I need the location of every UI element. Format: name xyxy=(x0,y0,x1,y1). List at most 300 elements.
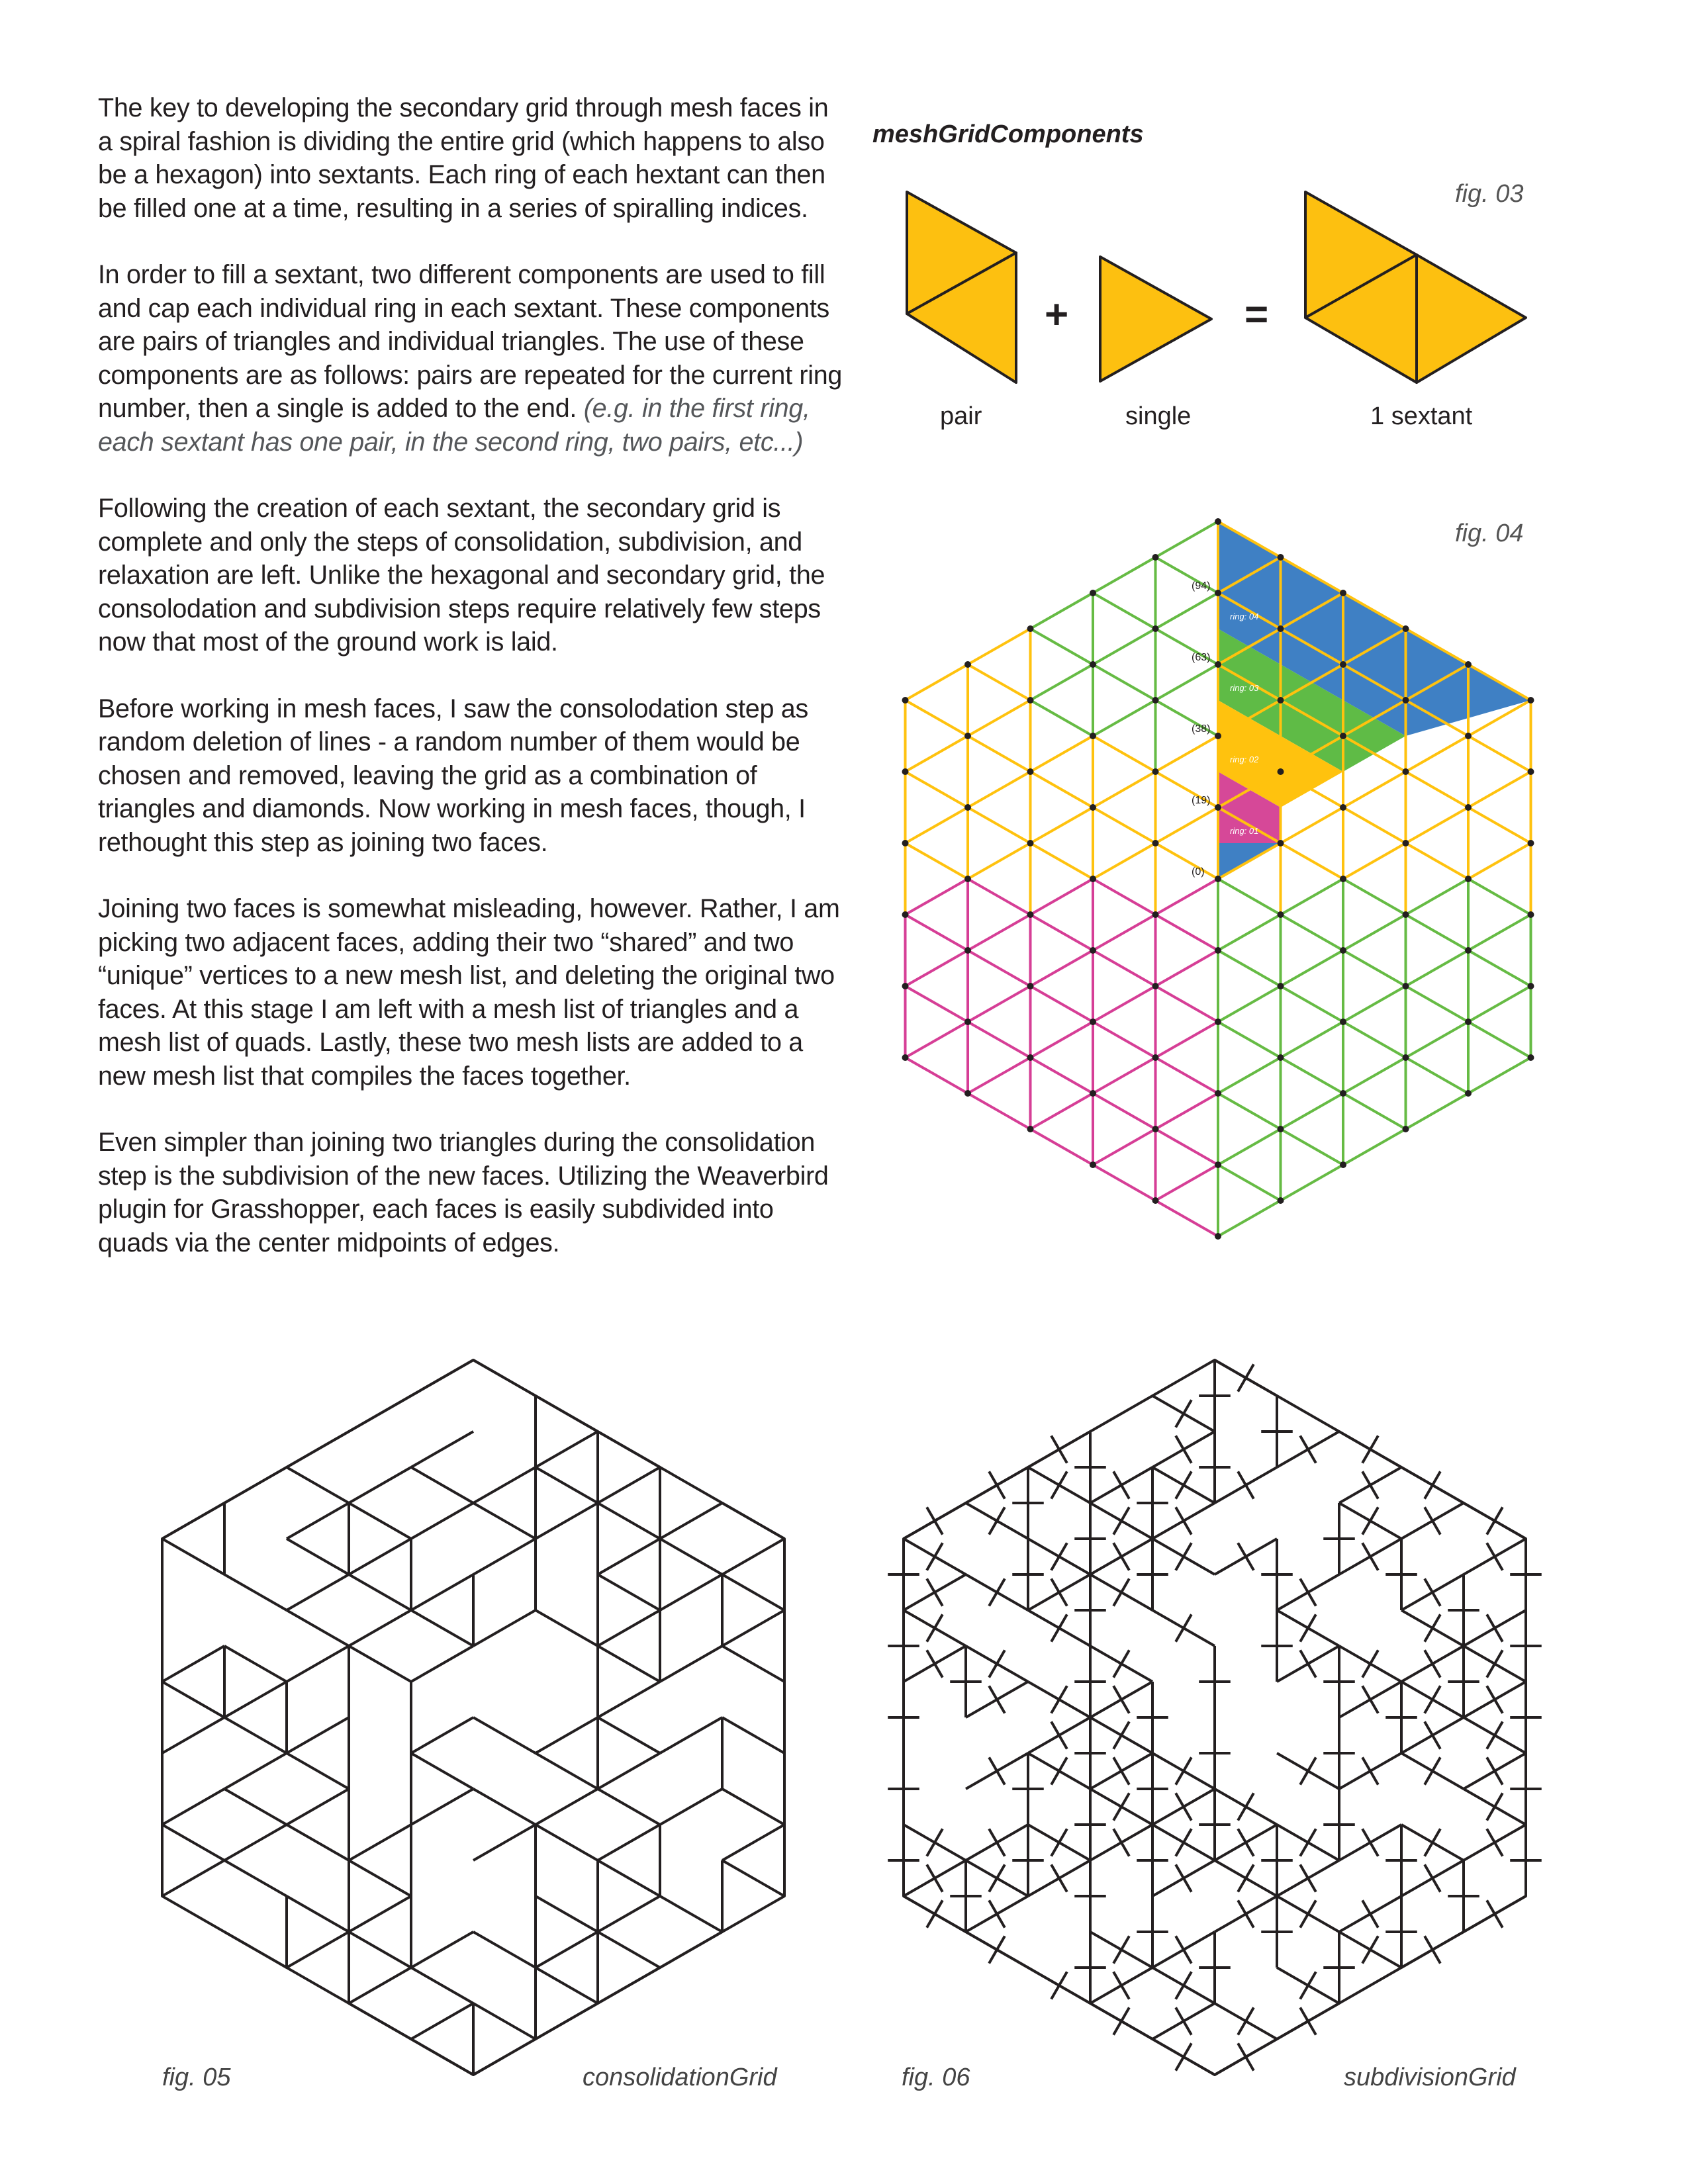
mesh-edge xyxy=(1362,1650,1378,1677)
mesh-edge xyxy=(1308,2003,1339,2021)
mesh-edge xyxy=(1362,1435,1378,1463)
mesh-edge xyxy=(1432,1932,1464,1950)
mesh-edge xyxy=(1487,1543,1503,1570)
mesh-edge xyxy=(1090,2003,1121,2021)
mesh-edge xyxy=(1401,1878,1432,1896)
mesh-edge xyxy=(1432,1860,1464,1878)
mesh-edge xyxy=(966,1700,997,1717)
mesh-edge xyxy=(1495,1521,1526,1539)
mesh-edge xyxy=(1495,1825,1526,1843)
mesh-edge xyxy=(1051,1578,1067,1606)
mesh-edge xyxy=(1184,1485,1215,1503)
mesh-edge xyxy=(1121,1807,1152,1825)
mesh-edge xyxy=(1121,1664,1152,1682)
mesh-edge xyxy=(1339,1557,1370,1574)
mesh-edge xyxy=(1238,1543,1254,1570)
paragraph-6: Even simpler than joining two triangles during the consolidation step is the subdivision of the new faces. Utilizing the Weaverbird plugin for Grasshopper, each faces is easily subdivided into quads via the center midpoints of edges. xyxy=(98,1128,829,1257)
fig03-title: meshGridComponents xyxy=(872,120,1144,148)
plus-sign: + xyxy=(1045,292,1069,338)
mesh-edge xyxy=(1246,2039,1277,2057)
mesh-edge xyxy=(1051,1829,1067,1856)
mesh-edge xyxy=(1090,1646,1121,1664)
mesh-edge xyxy=(1277,1449,1308,1467)
mesh-edge xyxy=(1028,1968,1059,1985)
mesh-edge xyxy=(1277,1878,1308,1896)
mesh-edge xyxy=(989,1686,1005,1713)
mesh-edge xyxy=(997,1592,1028,1610)
mesh-edge xyxy=(1362,1757,1378,1784)
paragraph-2-note: (e.g. in the first ring, each sextant has one pair, in the second ring, two pairs, etc...) xyxy=(98,394,810,457)
mesh-edge xyxy=(997,1664,1028,1682)
mesh-edge xyxy=(1121,1467,1152,1485)
mesh-edge xyxy=(1238,2007,1254,2034)
mesh-edge xyxy=(1487,1793,1503,1820)
mesh-edge xyxy=(904,1896,935,1914)
mesh-edge xyxy=(1370,1896,1401,1914)
mesh-edge xyxy=(1184,1860,1215,1878)
mesh-edge xyxy=(1464,1700,1495,1717)
mesh-edge xyxy=(1487,1507,1503,1534)
mesh-edge xyxy=(1432,1771,1464,1789)
mesh-edge xyxy=(1464,1628,1495,1646)
mesh-edge xyxy=(1238,2043,1254,2070)
mesh-edge xyxy=(1495,1539,1526,1557)
mesh-edge xyxy=(1121,1592,1152,1610)
mesh-edge xyxy=(935,1914,966,1932)
mesh-edge xyxy=(1059,1574,1090,1592)
mesh-edge xyxy=(989,1578,1005,1606)
mesh-edge xyxy=(997,1467,1028,1485)
mesh-edge xyxy=(1300,1614,1316,1641)
mesh-edge xyxy=(1051,1721,1067,1749)
fig03-label: fig. 03 xyxy=(1455,180,1524,208)
mesh-edge xyxy=(1401,1610,1432,1628)
mesh-edge xyxy=(1362,1936,1378,1963)
mesh-edge xyxy=(1277,1592,1308,1610)
mesh-edge xyxy=(1090,1771,1121,1789)
mesh-edge xyxy=(1246,1378,1277,1396)
mesh-edge xyxy=(1308,1646,1339,1664)
ring-label: ring: 03 xyxy=(1230,683,1259,693)
mesh-edge xyxy=(1401,1825,1432,1843)
mesh-edge xyxy=(1051,1972,1067,1999)
mesh-edge xyxy=(1308,1860,1339,1878)
mesh-edge xyxy=(1215,1860,1246,1878)
mesh-edge xyxy=(1176,1936,1192,1963)
mesh-edge xyxy=(1176,1864,1192,1891)
mesh-edge xyxy=(1362,1507,1378,1534)
mesh-edge xyxy=(1152,1610,1184,1628)
mesh-edge xyxy=(1113,2007,1129,2034)
mesh-edge xyxy=(1176,1543,1192,1570)
mesh-edge xyxy=(1176,2043,1192,2070)
mesh-edge xyxy=(1425,1578,1440,1606)
mesh-edge xyxy=(935,1503,966,1521)
mesh-edge xyxy=(1184,1557,1215,1574)
mesh-edge xyxy=(1090,1932,1121,1950)
mesh-edge xyxy=(1425,1650,1440,1677)
mesh-edge xyxy=(1121,1735,1152,1753)
mesh-edge xyxy=(966,1574,997,1592)
mesh-edge xyxy=(1425,1686,1440,1713)
mesh-edge xyxy=(1121,1682,1152,1700)
paren-label: (38) xyxy=(1192,723,1211,735)
mesh-edge xyxy=(1051,1686,1067,1713)
mesh-edge xyxy=(1487,1721,1503,1749)
mesh-edge xyxy=(1184,1432,1215,1449)
mesh-edge xyxy=(1090,1985,1121,2003)
mesh-edge xyxy=(997,1521,1028,1539)
fig04-label: fig. 04 xyxy=(1455,520,1524,547)
mesh-edge xyxy=(997,1896,1028,1914)
mesh-edge xyxy=(1495,1610,1526,1628)
mesh-edge xyxy=(1028,1592,1059,1610)
mesh-edge xyxy=(927,1864,943,1891)
mesh-edge xyxy=(1090,1700,1121,1717)
mesh-edge xyxy=(1362,1900,1378,1927)
mesh-edge xyxy=(1176,1435,1192,1463)
mesh-edge xyxy=(1152,1878,1184,1896)
mesh-edge xyxy=(1184,2057,1215,2075)
mesh-edge xyxy=(1059,1485,1090,1503)
mesh-edge xyxy=(1277,1896,1308,1914)
mesh-edge xyxy=(904,1592,935,1610)
mesh-edge xyxy=(1121,1521,1152,1539)
mesh-edge xyxy=(1425,1507,1440,1534)
mesh-edge xyxy=(1425,1471,1440,1498)
mesh-edge xyxy=(1401,1467,1432,1485)
mesh-edge xyxy=(1401,1682,1432,1700)
mesh-edge xyxy=(1059,1771,1090,1789)
mesh-edge xyxy=(935,1646,966,1664)
mesh-edge xyxy=(1370,1467,1401,1485)
mesh-edge xyxy=(1362,1829,1378,1856)
mesh-edge xyxy=(1370,1950,1401,1968)
fig06-label: fig. 06 xyxy=(902,2064,970,2091)
mesh-edge xyxy=(935,1843,966,1860)
mesh-edge xyxy=(1184,1771,1215,1789)
mesh-edge xyxy=(1362,1543,1378,1570)
mesh-edge xyxy=(1121,1753,1152,1771)
paragraph-5: Joining two faces is somewhat misleading, however. Rather, I am picking two adjacent faces, adding their two “shared” and two “unique” vertices to a new mesh list, and deleting the original two faces. At this stage I am left with a mesh list of triangles and a mesh list of quads. Lastly, these two mesh lists are added to a new mesh list that compiles the faces together. xyxy=(98,894,840,1091)
mesh-edge xyxy=(935,1860,966,1878)
mesh-edge xyxy=(1487,1757,1503,1784)
mesh-edge xyxy=(1464,1646,1495,1664)
mesh-edge xyxy=(989,1829,1005,1856)
mesh-edge xyxy=(1339,1646,1370,1664)
mesh-edge xyxy=(1090,1557,1121,1574)
mesh-edge xyxy=(1464,1717,1495,1735)
mesh-edge xyxy=(1152,1449,1184,1467)
mesh-edge xyxy=(1113,1793,1129,1820)
paren-label: (63) xyxy=(1192,652,1211,663)
mesh-edge xyxy=(1051,1757,1067,1784)
ring-label: ring: 02 xyxy=(1230,754,1259,764)
mesh-edge xyxy=(1028,1682,1059,1700)
mesh-edge xyxy=(1215,1914,1246,1932)
mesh-edge xyxy=(904,1825,935,1843)
mesh-edge xyxy=(997,1878,1028,1896)
mesh-edge xyxy=(1238,1793,1254,1820)
mesh-edge xyxy=(989,1900,1005,1927)
mesh-edge xyxy=(1495,1896,1526,1914)
mesh-edge xyxy=(1300,1864,1316,1891)
mesh-edge xyxy=(966,1914,997,1932)
mesh-edge xyxy=(904,1610,935,1628)
mesh-edge xyxy=(1300,1757,1316,1784)
mesh-edge xyxy=(1152,1950,1184,1968)
mesh-edge xyxy=(1339,1503,1370,1521)
mesh-edge xyxy=(1425,1936,1440,1963)
mesh-edge xyxy=(1152,1521,1184,1539)
caption-pair: pair xyxy=(940,402,982,430)
mesh-edge xyxy=(1401,1592,1432,1610)
mesh-edge xyxy=(966,1503,997,1521)
mesh-edge xyxy=(1432,1485,1464,1503)
mesh-edge xyxy=(1300,1972,1316,1999)
mesh-edge xyxy=(1152,1753,1184,1771)
mesh-edge xyxy=(1401,1753,1432,1771)
mesh-edge xyxy=(997,1825,1028,1843)
mesh-edge xyxy=(1113,1721,1129,1749)
mesh-edge xyxy=(1215,1789,1246,1807)
mesh-edge xyxy=(966,1646,997,1664)
paragraph-2: In order to fill a sextant, two different components are used to fill and cap each individual ring in each sextant. These components are pairs of triangles and individual triangles. The use of these components are as follows: pairs are repeated for the current ring number, then a single is added to the end. (e.g. in the first ring, each sextant has one pair, in the second ring, two pairs, etc...) xyxy=(98,260,843,457)
mesh-edge xyxy=(1300,1829,1316,1856)
mesh-edge xyxy=(1028,1735,1059,1753)
mesh-edge xyxy=(1152,1807,1184,1825)
mesh-edge xyxy=(1308,1432,1339,1449)
mesh-edge xyxy=(1090,1717,1121,1735)
fig05-name: consolidationGrid xyxy=(583,2064,777,2091)
mesh-edge xyxy=(1028,1753,1059,1771)
mesh-edge xyxy=(904,1539,935,1557)
mesh-edge xyxy=(1238,1471,1254,1498)
mesh-edge xyxy=(1308,1574,1339,1592)
mesh-edge xyxy=(1277,1825,1308,1843)
mesh-edge xyxy=(1215,1557,1246,1574)
mesh-edge xyxy=(927,1507,943,1534)
mesh-edge xyxy=(989,1757,1005,1784)
mesh-edge xyxy=(1464,1771,1495,1789)
mesh-edge xyxy=(1215,1485,1246,1503)
mesh-edge xyxy=(1113,1578,1129,1606)
mesh-edge xyxy=(1028,1467,1059,1485)
paren-label: (0) xyxy=(1192,866,1205,878)
mesh-edge xyxy=(1425,1829,1440,1856)
mesh-edge xyxy=(1246,1539,1277,1557)
mesh-edge xyxy=(1277,1610,1308,1628)
mesh-edge xyxy=(966,1485,997,1503)
paragraph-3: Following the creation of each sextant, the secondary grid is complete and only the steps of consolidation, subdivision, and relaxation are left. Unlike the hexagonal and secondary grid, the consolodation and subdivision steps require relatively few steps now that most of the ground work is laid. xyxy=(98,494,825,657)
mesh-edge xyxy=(1487,1650,1503,1677)
mesh-edge xyxy=(1425,1864,1440,1891)
mesh-edge xyxy=(904,1878,935,1896)
mesh-edge xyxy=(1176,1793,1192,1820)
ring-label: ring: 01 xyxy=(1230,826,1259,836)
mesh-edge xyxy=(927,1614,943,1641)
mesh-edge xyxy=(1300,1900,1316,1927)
mesh-edge xyxy=(1176,1471,1192,1498)
paren-label: (19) xyxy=(1192,795,1211,806)
mesh-edge xyxy=(1339,1843,1370,1860)
mesh-edge xyxy=(1277,1968,1308,1985)
mesh-edge xyxy=(1464,1843,1495,1860)
mesh-edge xyxy=(927,1578,943,1606)
mesh-edge xyxy=(1176,1829,1192,1856)
mesh-edge xyxy=(1238,1864,1254,1891)
mesh-edge xyxy=(1425,1721,1440,1749)
mesh-edge xyxy=(1464,1789,1495,1807)
mesh-edge xyxy=(1184,2003,1215,2021)
mesh-edge xyxy=(1059,1860,1090,1878)
paren-label: (94) xyxy=(1192,580,1211,592)
mesh-edge xyxy=(1113,1936,1129,1963)
mesh-edge xyxy=(1238,1829,1254,1856)
mesh-edge xyxy=(1495,1753,1526,1771)
mesh-edge xyxy=(1246,1825,1277,1843)
mesh-edge xyxy=(1339,1700,1370,1717)
mesh-edge xyxy=(1246,1807,1277,1825)
mesh-edge xyxy=(1152,1968,1184,1985)
mesh-edge xyxy=(1246,1467,1277,1485)
mesh-edge xyxy=(1277,1664,1308,1682)
mesh-edge xyxy=(1432,1503,1464,1521)
mesh-edge xyxy=(1300,1435,1316,1463)
mesh-edge xyxy=(1370,1539,1401,1557)
mesh-edge xyxy=(1300,2007,1316,2034)
paragraph-1: The key to developing the secondary grid through mesh faces in a spiral fashion is dividing the entire grid (which happens to also be a hexagon) into sextants. Each ring of each hextant can then be filled one at a time, resulting in a series of spiralling indices. xyxy=(98,93,829,223)
mesh-edge xyxy=(1051,1471,1067,1498)
mesh-edge xyxy=(1090,1503,1121,1521)
mesh-edge xyxy=(989,1650,1005,1677)
mesh-edge xyxy=(1113,1757,1129,1784)
mesh-edge xyxy=(1370,1753,1401,1771)
mesh-edge xyxy=(1152,2039,1184,2057)
mesh-edge xyxy=(1339,1485,1370,1503)
mesh-edge xyxy=(1113,1543,1129,1570)
subdivision-grid xyxy=(888,1360,1542,2075)
mesh-edge xyxy=(1028,1610,1059,1628)
mesh-edge xyxy=(1432,1700,1464,1717)
mesh-edge xyxy=(935,1557,966,1574)
mesh-edge xyxy=(1246,2021,1277,2039)
mesh-edge xyxy=(1487,1686,1503,1713)
mesh-edge xyxy=(1176,1757,1192,1784)
mesh-edge xyxy=(1152,1539,1184,1557)
mesh-edge xyxy=(1184,1843,1215,1860)
mesh-edge xyxy=(1308,1843,1339,1860)
mesh-edge xyxy=(1308,1771,1339,1789)
mesh-edge xyxy=(1121,1539,1152,1557)
mesh-edge xyxy=(1059,1628,1090,1646)
mesh-edge xyxy=(1487,1614,1503,1641)
mesh-edge xyxy=(1246,1896,1277,1914)
mesh-edge xyxy=(904,1664,935,1682)
mesh-edge xyxy=(1113,1686,1129,1713)
mesh-edge xyxy=(1339,1914,1370,1932)
mesh-edge xyxy=(1051,1435,1067,1463)
mesh-edge xyxy=(1176,1400,1192,1427)
mesh-edge xyxy=(966,1932,997,1950)
mesh-edge xyxy=(1370,1825,1401,1843)
mesh-edge xyxy=(1277,2021,1308,2039)
mesh-edge xyxy=(1370,1449,1401,1467)
mesh-edge xyxy=(1028,1878,1059,1896)
mesh-edge xyxy=(1308,1628,1339,1646)
paragraph-4: Before working in mesh faces, I saw the consolodation step as random deletion of lines - a random number of them would be chosen and removed, leaving the grid as a combination of triangles and diamonds. Now working in mesh faces, though, I rethought this step as joining two faces. xyxy=(98,694,808,857)
mesh-edge xyxy=(1246,1878,1277,1896)
mesh-edge xyxy=(997,1950,1028,1968)
mesh-edge xyxy=(1432,1646,1464,1664)
mesh-edge xyxy=(1432,1574,1464,1592)
mesh-edge xyxy=(1300,1650,1316,1677)
mesh-edge xyxy=(1370,1664,1401,1682)
mesh-edge xyxy=(1028,1449,1059,1467)
mesh-edge xyxy=(1238,1364,1254,1391)
fig05-label: fig. 05 xyxy=(162,2064,231,2091)
mesh-edge xyxy=(935,1574,966,1592)
mesh-edge xyxy=(997,1682,1028,1700)
mesh-edge xyxy=(1184,1789,1215,1807)
mesh-edge xyxy=(989,1507,1005,1534)
mesh-edge xyxy=(1059,1843,1090,1860)
mesh-edge xyxy=(966,1771,997,1789)
mesh-edge xyxy=(1028,1825,1059,1843)
mesh-edge xyxy=(1401,1950,1432,1968)
caption-sextant: 1 sextant xyxy=(1370,402,1473,430)
mesh-edge xyxy=(904,1521,935,1539)
mesh-edge xyxy=(1215,2057,1246,2075)
mesh-edge xyxy=(1215,1843,1246,1860)
mesh-edge xyxy=(1184,1503,1215,1521)
mesh-edge xyxy=(1487,1829,1503,1856)
mesh-edge xyxy=(966,1843,997,1860)
mesh-edge xyxy=(1464,1503,1495,1521)
mesh-edge xyxy=(989,1936,1005,1963)
mesh-edge xyxy=(1495,1807,1526,1825)
mesh-edge xyxy=(1059,1985,1090,2003)
mesh-edge xyxy=(1113,1471,1129,1498)
mesh-edge xyxy=(1090,1574,1121,1592)
mesh-edge xyxy=(997,1753,1028,1771)
mesh-edge xyxy=(1059,1432,1090,1449)
mesh-edge xyxy=(1495,1735,1526,1753)
mesh-edge xyxy=(1184,1414,1215,1432)
mesh-edge xyxy=(1184,1628,1215,1646)
mesh-edge xyxy=(1184,1985,1215,2003)
mesh-edge xyxy=(1152,2021,1184,2039)
mesh-edge xyxy=(1300,1578,1316,1606)
mesh-edge xyxy=(1121,2021,1152,2039)
mesh-edge xyxy=(1090,1789,1121,1807)
mesh-edge xyxy=(989,1471,1005,1498)
mesh-edge xyxy=(1432,1843,1464,1860)
mesh-edge xyxy=(1152,1467,1184,1485)
mesh-edge xyxy=(1339,1932,1370,1950)
mesh-edge xyxy=(989,1864,1005,1891)
mesh-edge xyxy=(1215,1360,1246,1378)
mesh-edge xyxy=(1028,1539,1059,1557)
mesh-edge xyxy=(1277,1753,1308,1771)
mesh-edge xyxy=(1495,1682,1526,1700)
mesh-edge xyxy=(1051,1864,1067,1891)
mesh-edge xyxy=(1121,1968,1152,1985)
mesh-edge xyxy=(1059,1717,1090,1735)
mesh-edge xyxy=(1339,1432,1370,1449)
mesh-edge xyxy=(1370,1521,1401,1539)
mesh-edge xyxy=(1113,1507,1129,1534)
